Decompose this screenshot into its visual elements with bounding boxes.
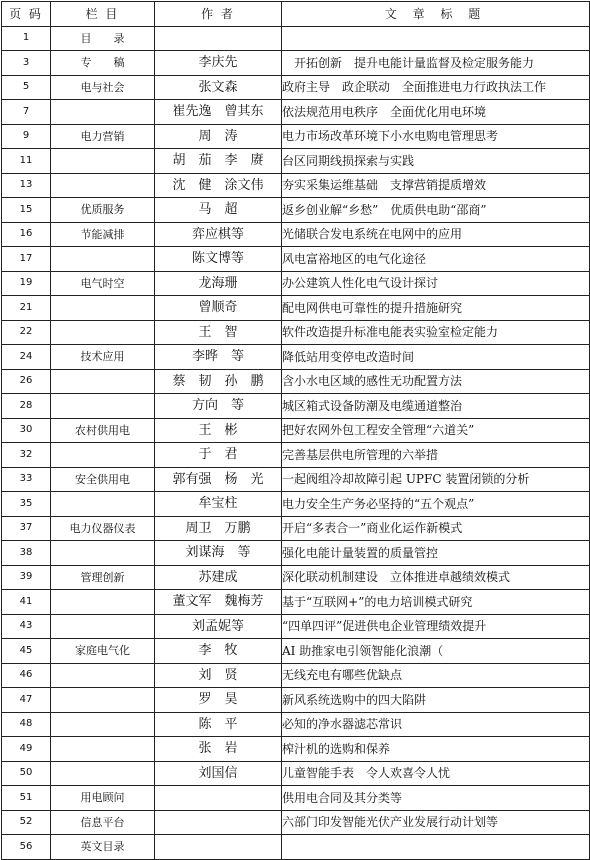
table-body (2, 26, 590, 859)
table-row (2, 320, 590, 345)
title-cell: 含小水电区域的感性无功配置方法 (282, 369, 590, 394)
column-cell: 管理创新 (51, 565, 155, 590)
table-row (2, 565, 590, 590)
title-cell: 降低站用变停电改造时间 (282, 345, 590, 370)
table-of-contents (1, 1, 590, 860)
title-cell: 电力市场改革环境下小水电购电管理思考 (282, 124, 590, 149)
title-cell: 软件改造提升标准电能表实验室检定能力 (282, 320, 590, 345)
author-cell: 牟宝柱 (155, 492, 282, 517)
title-cell (282, 835, 590, 860)
table-row (2, 124, 590, 149)
header-author: 作 者 (155, 2, 282, 27)
author-cell: 苏建成 (155, 565, 282, 590)
page-cell: 19 (2, 271, 51, 296)
title-cell: 基于“互联网+”的电力培训模式研究 (282, 590, 590, 615)
title-cell: 深化联动机制建设 立体推进卓越绩效模式 (282, 565, 590, 590)
page-cell: 9 (2, 124, 51, 149)
author-cell: 董文军 魏梅芳 (155, 590, 282, 615)
column-cell: 用电顾问 (51, 786, 155, 811)
table-row (2, 26, 590, 51)
column-cell: 农村供用电 (51, 418, 155, 443)
table-row (2, 247, 590, 272)
column-cell (51, 688, 155, 713)
title-cell: 风电富裕地区的电气化途径 (282, 247, 590, 272)
title-cell: 儿童智能手表 令人欢喜令人忧 (282, 761, 590, 786)
column-cell (51, 100, 155, 125)
table-row (2, 271, 590, 296)
page-cell: 32 (2, 443, 51, 468)
column-cell (51, 369, 155, 394)
author-cell: 张文森 (155, 75, 282, 100)
column-cell: 电力仪器仪表 (51, 516, 155, 541)
table-row (2, 712, 590, 737)
page-cell: 37 (2, 516, 51, 541)
table-row (2, 198, 590, 223)
column-cell (51, 712, 155, 737)
page-cell: 11 (2, 149, 51, 174)
table-row (2, 737, 590, 762)
table-row (2, 639, 590, 664)
column-cell (51, 394, 155, 419)
author-cell: 弈应棋等 (155, 222, 282, 247)
page-cell: 22 (2, 320, 51, 345)
page-cell: 7 (2, 100, 51, 125)
table-row (2, 590, 590, 615)
page-cell: 39 (2, 565, 51, 590)
page-cell: 15 (2, 198, 51, 223)
column-cell: 电与社会 (51, 75, 155, 100)
page-cell: 26 (2, 369, 51, 394)
table-row (2, 761, 590, 786)
header-title: 文 章 标 题 (282, 2, 590, 27)
table-row (2, 688, 590, 713)
column-cell (51, 614, 155, 639)
page-cell: 56 (2, 835, 51, 860)
table-row (2, 418, 590, 443)
author-cell: 沈 健 涂文伟 (155, 173, 282, 198)
title-cell: AI 助推家电引领智能化浪潮（ (282, 639, 590, 664)
page-cell: 52 (2, 810, 51, 835)
page-cell: 51 (2, 786, 51, 811)
author-cell: 龙海珊 (155, 271, 282, 296)
column-cell (51, 590, 155, 615)
title-cell: 政府主导 政企联动 全面推进电力行政执法工作 (282, 75, 590, 100)
column-cell (51, 149, 155, 174)
table-row (2, 541, 590, 566)
table-row (2, 394, 590, 419)
page-cell: 1 (2, 26, 51, 51)
column-cell: 技术应用 (51, 345, 155, 370)
author-cell (155, 786, 282, 811)
page-cell: 35 (2, 492, 51, 517)
table-row (2, 516, 590, 541)
page-cell: 5 (2, 75, 51, 100)
title-cell: 电力安全生产务必坚持的“五个观点” (282, 492, 590, 517)
page-cell: 30 (2, 418, 51, 443)
column-cell (51, 320, 155, 345)
author-cell: 王 智 (155, 320, 282, 345)
author-cell: 王 彬 (155, 418, 282, 443)
column-cell: 目 录 (51, 26, 155, 51)
title-cell: 夯实采集运维基础 支撑营销提质增效 (282, 173, 590, 198)
title-cell: 城区箱式设备防潮及电缆通道整治 (282, 394, 590, 419)
column-cell (51, 541, 155, 566)
table-row (2, 467, 590, 492)
page-cell: 50 (2, 761, 51, 786)
page-cell: 45 (2, 639, 51, 664)
author-cell: 蔡 韧 孙 鹏 (155, 369, 282, 394)
table-row (2, 492, 590, 517)
title-cell: 开启“多表合一”商业化运作新模式 (282, 516, 590, 541)
column-cell: 优质服务 (51, 198, 155, 223)
author-cell: 方向 等 (155, 394, 282, 419)
header-column: 栏 目 (51, 2, 155, 27)
title-cell: 完善基层供电所管理的六举措 (282, 443, 590, 468)
page-cell: 16 (2, 222, 51, 247)
author-cell: 刘国信 (155, 761, 282, 786)
title-cell: 把好农网外包工程安全管理“六道关” (282, 418, 590, 443)
title-cell: 配电网供电可靠性的提升措施研究 (282, 296, 590, 321)
table-row (2, 614, 590, 639)
author-cell: 刘孟妮等 (155, 614, 282, 639)
author-cell: 于 君 (155, 443, 282, 468)
author-cell: 周卫 万鹏 (155, 516, 282, 541)
column-cell: 英文目录 (51, 835, 155, 860)
page-cell: 49 (2, 737, 51, 762)
author-cell: 郭有强 杨 光 (155, 467, 282, 492)
table-row (2, 663, 590, 688)
table-row (2, 345, 590, 370)
author-cell: 李晔 等 (155, 345, 282, 370)
title-cell: 强化电能计量装置的质量管控 (282, 541, 590, 566)
column-cell (51, 663, 155, 688)
title-cell: 依法规范用电秩序 全面优化用电环境 (282, 100, 590, 125)
author-cell: 曾顺奇 (155, 296, 282, 321)
title-cell: 供用电合同及其分类等 (282, 786, 590, 811)
title-cell: 必知的净水器滤芯常识 (282, 712, 590, 737)
title-cell: 光储联合发电系统在电网中的应用 (282, 222, 590, 247)
column-cell: 电力营销 (51, 124, 155, 149)
title-cell: 返乡创业解“乡愁” 优质供电助“邵商” (282, 198, 590, 223)
page-cell: 46 (2, 663, 51, 688)
author-cell: 陈 平 (155, 712, 282, 737)
column-cell (51, 492, 155, 517)
table-row (2, 835, 590, 860)
title-cell: 六部门印发智能光伏产业发展行动计划等 (282, 810, 590, 835)
author-cell: 刘 贤 (155, 663, 282, 688)
author-cell (155, 835, 282, 860)
page-cell: 17 (2, 247, 51, 272)
column-cell: 安全供用电 (51, 467, 155, 492)
table-row (2, 173, 590, 198)
page-cell: 33 (2, 467, 51, 492)
column-cell (51, 761, 155, 786)
author-cell: 马 超 (155, 198, 282, 223)
page-cell: 38 (2, 541, 51, 566)
table-row (2, 369, 590, 394)
author-cell: 周 涛 (155, 124, 282, 149)
page-cell: 28 (2, 394, 51, 419)
page-cell: 47 (2, 688, 51, 713)
table-row (2, 149, 590, 174)
page-cell: 41 (2, 590, 51, 615)
author-cell (155, 26, 282, 51)
table-row (2, 443, 590, 468)
column-cell (51, 296, 155, 321)
table-row (2, 810, 590, 835)
title-cell: 台区同期线损探索与实践 (282, 149, 590, 174)
column-cell (51, 443, 155, 468)
title-cell: 办公建筑人性化电气设计探讨 (282, 271, 590, 296)
title-cell: 榨汁机的选购和保养 (282, 737, 590, 762)
column-cell (51, 247, 155, 272)
table-row (2, 51, 590, 76)
author-cell: 罗 昊 (155, 688, 282, 713)
title-cell (282, 26, 590, 51)
page-cell: 21 (2, 296, 51, 321)
table-row (2, 296, 590, 321)
header-page: 页 码 (2, 2, 51, 27)
column-cell: 信息平台 (51, 810, 155, 835)
author-cell: 胡 茄 李 赓 (155, 149, 282, 174)
page-cell: 13 (2, 173, 51, 198)
author-cell: 崔先逸 曾其东 (155, 100, 282, 125)
page-cell: 3 (2, 51, 51, 76)
author-cell (155, 810, 282, 835)
column-cell: 节能减排 (51, 222, 155, 247)
author-cell: 陈文博等 (155, 247, 282, 272)
author-cell: 刘谋海 等 (155, 541, 282, 566)
column-cell: 家庭电气化 (51, 639, 155, 664)
table-row (2, 75, 590, 100)
table-row (2, 222, 590, 247)
title-cell: 开拓创新 提升电能计量监督及检定服务能力 (282, 51, 590, 76)
table-row (2, 100, 590, 125)
page-cell: 48 (2, 712, 51, 737)
column-cell: 专 稿 (51, 51, 155, 76)
page-cell: 24 (2, 345, 51, 370)
column-cell (51, 173, 155, 198)
author-cell: 李 牧 (155, 639, 282, 664)
title-cell: “四单四评”促进供电企业管理绩效提升 (282, 614, 590, 639)
author-cell: 李庆先 (155, 51, 282, 76)
author-cell: 张 岩 (155, 737, 282, 762)
table-row (2, 786, 590, 811)
title-cell: 新风系统选购中的四大陷阱 (282, 688, 590, 713)
title-cell: 无线充电有哪些优缺点 (282, 663, 590, 688)
header-row (2, 2, 590, 27)
column-cell: 电气时空 (51, 271, 155, 296)
column-cell (51, 737, 155, 762)
page-cell: 43 (2, 614, 51, 639)
title-cell: 一起阀组冷却故障引起 UPFC 装置闭锁的分析 (282, 467, 590, 492)
